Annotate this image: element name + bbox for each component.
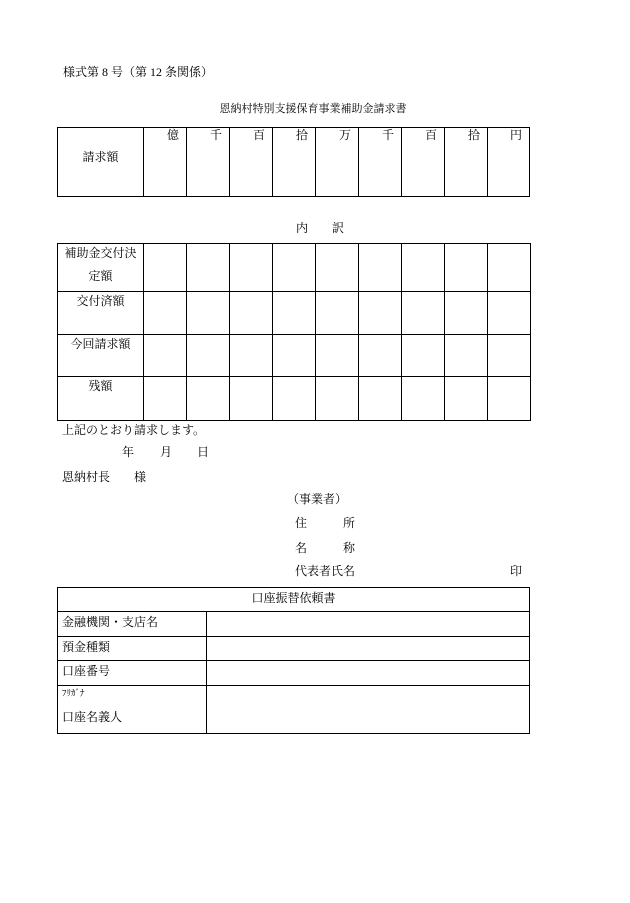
- amount-cell: [144, 292, 187, 335]
- digit-unit-sen-man: 千: [187, 128, 230, 197]
- amount-cell: [316, 377, 359, 421]
- current-request-amount-label: 今回請求額: [58, 335, 144, 377]
- grant-decision-label-line-2: 定額: [88, 269, 113, 283]
- applicant-name-label: 名 称: [295, 541, 356, 555]
- amount-cell: [144, 377, 187, 421]
- amount-cell: [273, 335, 316, 377]
- amount-cell: [316, 335, 359, 377]
- account-holder-label: 口座名義人: [62, 710, 123, 724]
- bank-branch-label: 金融機関・支店名: [58, 612, 207, 637]
- bank-transfer-heading: 口座振替依頼書: [58, 588, 530, 612]
- claim-amount-table: [57, 127, 530, 197]
- seal-mark: 印: [510, 564, 523, 578]
- amount-cell: [230, 377, 273, 421]
- date-day-label: 日: [197, 445, 210, 459]
- breakdown-row-current-request: [58, 335, 531, 377]
- amount-cell: [402, 292, 445, 335]
- digit-unit-sen: 千: [359, 128, 402, 197]
- amount-cell: [316, 244, 359, 292]
- amount-cell: [187, 335, 230, 377]
- amount-cell: [144, 244, 187, 292]
- amount-cell: [273, 244, 316, 292]
- grant-decision-amount-label: [58, 244, 144, 292]
- amount-cell: [445, 335, 488, 377]
- paid-amount-label: 交付済額: [58, 292, 144, 335]
- digit-unit-jyu: 拾: [445, 128, 488, 197]
- digit-unit-man: 万: [316, 128, 359, 197]
- document-title: 恩納村特別支援保育事業補助金請求書: [219, 103, 407, 115]
- breakdown-row-grant-decision: [58, 244, 531, 292]
- amount-cell: [316, 292, 359, 335]
- digit-unit-hyaku-man: 百: [230, 128, 273, 197]
- bank-transfer-table: [57, 587, 530, 734]
- deposit-type-value-cell: [207, 637, 530, 661]
- account-holder-value-cell: [207, 686, 530, 734]
- digit-unit-oku: 億: [144, 128, 187, 197]
- amount-cell: [445, 244, 488, 292]
- amount-cell: [445, 377, 488, 421]
- amount-cell: [187, 244, 230, 292]
- date-year-label: 年: [122, 445, 135, 459]
- digit-unit-en: 円: [488, 128, 530, 197]
- balance-amount-label: 残額: [58, 377, 144, 421]
- breakdown-row-balance: [58, 377, 531, 421]
- amount-cell: [273, 292, 316, 335]
- amount-cell: [359, 335, 402, 377]
- amount-cell: [488, 244, 531, 292]
- representative-name-label: 代表者氏名: [295, 564, 356, 578]
- date-month-label: 月: [160, 445, 173, 459]
- amount-cell: [402, 335, 445, 377]
- amount-cell: [230, 292, 273, 335]
- amount-cell: [230, 244, 273, 292]
- applicant-address-label: 住 所: [295, 516, 356, 530]
- digit-unit-hyaku: 百: [402, 128, 445, 197]
- amount-cell: [488, 335, 531, 377]
- account-number-value-cell: [207, 661, 530, 686]
- bank-branch-value-cell: [207, 612, 530, 637]
- grant-decision-label-line-1: 補助金交付決: [64, 246, 137, 260]
- breakdown-row-paid: [58, 292, 531, 335]
- addressee: 恩納村長 様: [62, 470, 147, 484]
- claim-amount-label: 請求額: [58, 128, 144, 197]
- form-number: 様式第 8 号（第 12 条関係）: [63, 65, 214, 79]
- account-number-label: 口座番号: [58, 661, 207, 686]
- deposit-type-label: 預金種類: [58, 637, 207, 661]
- account-holder-label-cell: [58, 686, 207, 734]
- amount-cell: [445, 292, 488, 335]
- amount-cell: [187, 292, 230, 335]
- declaration-text: 上記のとおり請求します。: [62, 423, 206, 437]
- amount-cell: [230, 335, 273, 377]
- applicant-heading: （事業者）: [287, 492, 348, 506]
- digit-unit-jyu-man: 拾: [273, 128, 316, 197]
- breakdown-heading: 内 訳: [296, 221, 345, 235]
- amount-cell: [488, 292, 531, 335]
- amount-cell: [402, 244, 445, 292]
- amount-cell: [488, 377, 531, 421]
- amount-cell: [359, 244, 402, 292]
- amount-cell: [273, 377, 316, 421]
- amount-cell: [359, 377, 402, 421]
- furigana-label: ﾌﾘｶﾞﾅ: [62, 688, 85, 698]
- amount-cell: [144, 335, 187, 377]
- amount-cell: [402, 377, 445, 421]
- amount-cell: [187, 377, 230, 421]
- amount-cell: [359, 292, 402, 335]
- breakdown-table: [57, 243, 531, 421]
